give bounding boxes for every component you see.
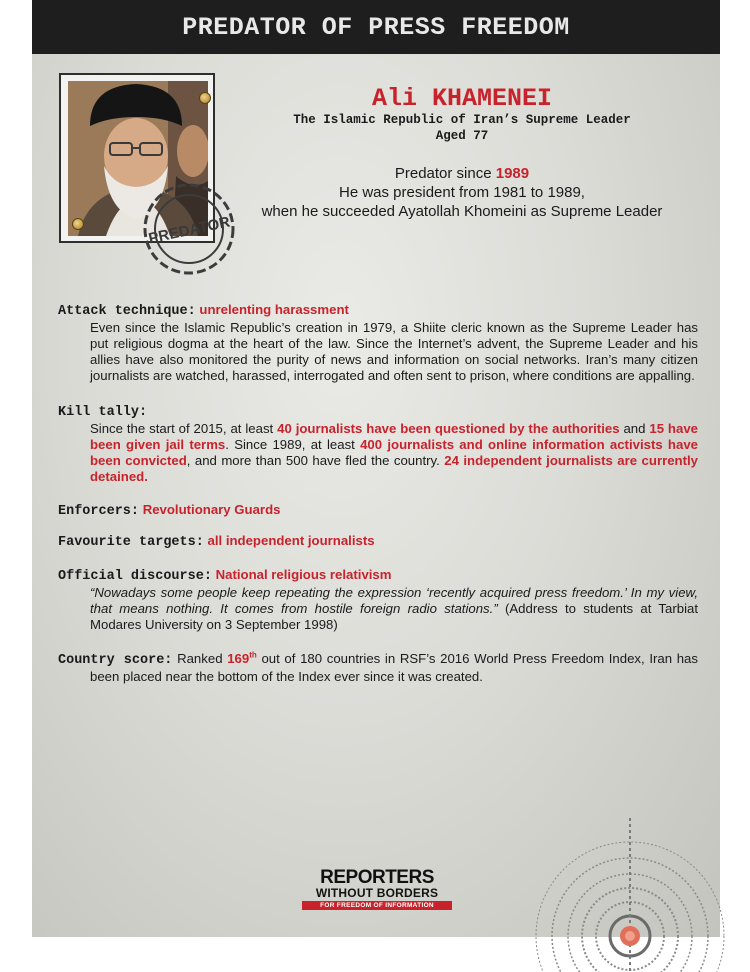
enforcers-label: Enforcers: [58, 504, 140, 519]
kill-text-part: Since the start of 2015, at least [90, 421, 274, 436]
predator-since-year: 1989 [495, 165, 530, 182]
predator-name: Ali KHAMENEI [371, 84, 553, 113]
discourse-value: National religious relativism [215, 567, 392, 582]
profile-header [232, 86, 692, 144]
kill-highlight: 15 have been given jail terms [90, 421, 698, 452]
discourse-text [90, 585, 698, 633]
logo-line-3: FOR FREEDOM OF INFORMATION [302, 901, 452, 910]
pin-icon [72, 218, 84, 230]
kill-highlight: 400 journalists and online information activists have been convicted [90, 437, 698, 468]
score-text-part: Ranked [177, 651, 223, 666]
predator-since-line [227, 164, 697, 183]
kill-highlight: 40 journalists have been questioned by the authorities [277, 421, 620, 436]
score-text-part: out of 180 countries in RSF’s 2016 World Press Freedom Index, Iran has been placed near the bottom of the Index ever since it was created. [90, 651, 698, 684]
discourse-section [58, 567, 698, 633]
targets-value: all independent journalists [207, 533, 375, 548]
attack-value: unrelenting harassment [199, 302, 349, 317]
predator-since-block [227, 164, 697, 221]
rsf-logo [302, 869, 452, 910]
enforcers-value: Revolutionary Guards [142, 502, 281, 517]
score-section [58, 651, 698, 685]
predator-age: Aged 77 [435, 129, 489, 143]
predator-since-label: Predator since [394, 165, 492, 182]
kill-text-part: . Since 1989, at least [225, 437, 355, 452]
kill-text [90, 421, 698, 485]
discourse-quote: “Nowadays some people keep repeating the expression ‘recently acquired press freedom.’ In my view, that means nothing. It comes from hostile foreign radio stations.” [90, 585, 698, 616]
attack-label: Attack technique: [58, 304, 196, 319]
predator-title: The Islamic Republic of Iran’s Supreme Leader [293, 113, 631, 127]
page-banner [32, 0, 720, 54]
score-rank-suffix: th [249, 650, 257, 660]
discourse-label: Official discourse: [58, 569, 212, 584]
logo-line-1: REPORTERS [320, 867, 434, 888]
score-label: Country score: [58, 653, 173, 668]
score-text [58, 651, 698, 685]
history-line-1: He was president from 1981 to 1989, [339, 184, 585, 201]
kill-text-part: , and more than 500 have fled the country. [186, 453, 440, 468]
pin-icon [199, 92, 211, 104]
predator-page [32, 0, 720, 937]
kill-tally-section [58, 403, 698, 485]
discourse-source: (Address to students at Tarbiat Modares University on 3 September 1998) [90, 601, 699, 632]
enforcers-section [58, 502, 698, 520]
targets-label: Favourite targets: [58, 535, 204, 550]
attack-text: Even since the Islamic Republic’s creation in 1979, a Shiite cleric known as the Supreme Leader has put religious dogma at the heart of the law. Since the Internet’s advent, the Supreme Leader and his allies have also monitored the purity of news and information on social networks. Iran’s many citizen journalists are watched, harassed, interrogated and often sent to prison, where conditions are appalling. [90, 320, 698, 383]
targets-section [58, 533, 698, 551]
kill-label: Kill tally: [58, 405, 148, 420]
score-rank-number: 169 [227, 651, 250, 666]
crosshair-target-icon [520, 818, 750, 972]
logo-line-2: WITHOUT BORDERS [315, 886, 439, 900]
stamp-text: PREDATOR [147, 213, 232, 248]
kill-text-part: and [623, 421, 646, 436]
history-line-2: when he succeeded Ayatollah Khomeini as Supreme Leader [261, 203, 663, 220]
predator-stamp-icon [140, 180, 238, 278]
banner-title: PREDATOR OF PRESS FREEDOM [182, 12, 570, 42]
kill-highlight: 24 independent journalists are currently detained. [90, 453, 698, 484]
score-rank [227, 651, 257, 666]
attack-section [58, 302, 698, 384]
